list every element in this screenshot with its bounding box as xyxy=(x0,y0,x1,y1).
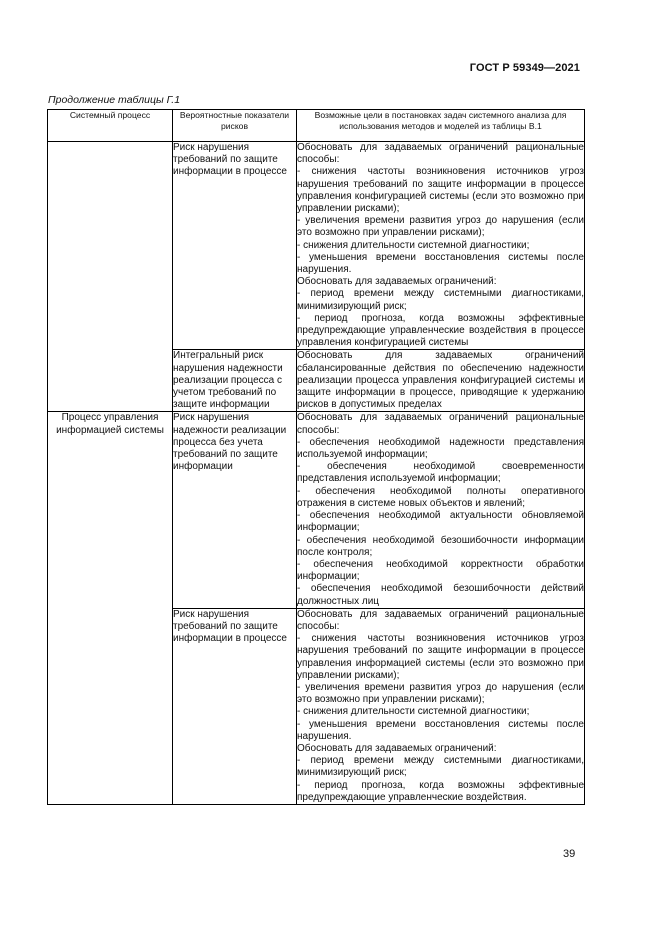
goal-line: - увеличения времени развития угроз до нарушения (если это возможно при управлении рисками); xyxy=(297,215,587,239)
goal-line: Обосновать для задаваемых ограничений: xyxy=(297,742,497,754)
goal-line: - снижения частоты возникновения источников угроз нарушения требований по защите информации в процессе управления информацией системы (если это возможно при управлении рисками); xyxy=(297,633,587,681)
goals-cell xyxy=(297,142,585,350)
goal-line: - период прогноза, когда возможны эффективные предупреждающие управленческие воздействия. xyxy=(297,779,587,803)
goal-line: Обосновать для задаваемых ограничений сбалансированные действия по обеспечению надежности реализации процесса управления конфигурацией системы и защите информации в процессе, приводящие к удержанию рисков в допустимых пределах xyxy=(297,350,587,411)
page-number: 39 xyxy=(563,848,576,860)
goals-cell xyxy=(297,350,585,412)
goal-line: - обеспечения необходимой безошибочности информации после контроля; xyxy=(297,534,587,558)
goal-line: - период прогноза, когда возможны эффективные предупреждающие управленческие воздействия в процессе управления конфигурацией системы xyxy=(297,312,587,349)
goal-line: - обеспечения необходимой своевременности представления используемой информации; xyxy=(297,461,587,485)
table-row xyxy=(48,412,585,608)
risk-goals-table xyxy=(47,109,585,805)
risk-cell: Интегральный риск нарушения надежности реализации процесса с учетом требований по защите информации xyxy=(173,350,297,412)
goal-line: - снижения частоты возникновения источников угроз нарушения требований по защите информации в процессе управления конфигурацией системы (если это возможно при управлении рисками); xyxy=(297,166,587,215)
goal-line: - обеспечения необходимой полноты оперативного отражения в системе новых объектов и явлений; xyxy=(297,485,587,509)
goal-line: - период времени между системными диагностиками, минимизирующий риск; xyxy=(297,288,587,312)
goal-line: - обеспечения необходимой корректности обработки информации; xyxy=(297,558,587,583)
process-cell: Процесс управления информацией системы xyxy=(48,412,173,805)
goal-line: - обеспечения необходимой актуальности обновляемой информации; xyxy=(297,510,587,534)
goal-line: Обосновать для задаваемых ограничений рациональные способы: xyxy=(297,142,587,166)
goal-line: - снижения длительности системной диагностики; xyxy=(297,239,530,251)
goal-line: - обеспечения необходимой надежности представления используемой информации; xyxy=(297,436,587,461)
goal-line: Обосновать для задаваемых ограничений рациональные способы: xyxy=(297,412,587,436)
risk-cell: Риск нарушения надежности реализации процесса без учета требований по защите информации xyxy=(173,412,297,608)
table-row xyxy=(48,142,585,350)
goal-line: - увеличения времени развития угроз до нарушения (если это возможно при управлении рисками); xyxy=(297,681,587,706)
goals-cell xyxy=(297,608,585,804)
goal-line: Обосновать для задаваемых ограничений рациональные способы: xyxy=(297,608,587,632)
table-continuation-caption: Продолжение таблицы Г.1 xyxy=(48,94,181,106)
goal-line: - период времени между системными диагностиками, минимизирующий риск; xyxy=(297,755,587,779)
standard-number: ГОСТ Р 59349—2021 xyxy=(469,62,580,74)
goal-line: Обосновать для задаваемых ограничений: xyxy=(297,276,497,288)
table-header-row xyxy=(48,110,585,142)
risk-cell: Риск нарушения требований по защите информации в процессе xyxy=(173,608,297,804)
column-header-process: Системный процесс xyxy=(48,110,173,142)
column-header-risk: Вероятностные показатели рисков xyxy=(173,110,297,142)
column-header-goals: Возможные цели в постановках задач системного анализа для использования методов и моделей из таблицы В.1 xyxy=(297,110,585,142)
process-cell xyxy=(48,142,173,412)
goal-line: - уменьшения времени восстановления системы после нарушения. xyxy=(297,718,587,742)
goals-cell xyxy=(297,412,585,608)
risk-cell: Риск нарушения требований по защите информации в процессе xyxy=(173,142,297,350)
goal-line: - снижения длительности системной диагностики; xyxy=(297,706,530,718)
goal-line: - уменьшения времени восстановления системы после нарушения. xyxy=(297,251,587,276)
goal-line: - обеспечения необходимой безошибочности действий должностных лиц xyxy=(297,583,587,607)
